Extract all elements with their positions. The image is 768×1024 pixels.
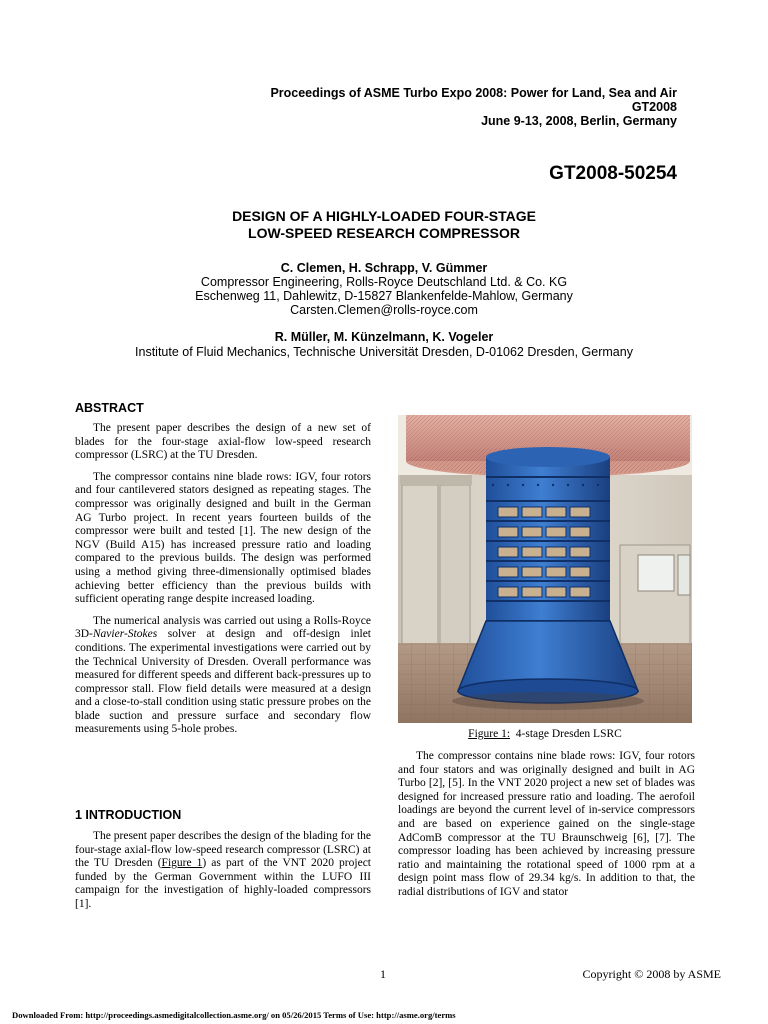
author-group-2-names: R. Müller, M. Künzelmann, K. Vogeler <box>274 330 494 344</box>
author-group-1-names: C. Clemen, H. Schrapp, V. Gümmer <box>280 261 488 275</box>
author-email: Carsten.Clemen@rolls-royce.com <box>290 303 478 317</box>
proceedings-title: Proceedings of ASME Turbo Expo 2008: Power for Land, Sea and Air <box>270 86 677 100</box>
intro-text: The present paper describes the design of the blading for the four-stage axial-flow low-speed research compressor (LSRC) at the TU Dresden ( <box>75 830 371 870</box>
right-column-paragraph: The compressor contains nine blade rows: IGV, four rotors and four stators and was originally designed and built in AG Turbo [2], [5]. In the VNT 2020 project a new set of blades was designed for increased pressure ratio and loading. The aerofoil loadings are beyond the current level of in-service compressors and are based on experience gained on the single-stage AdComB compressor at the TU Braunschweig [6], [7]. The compressor loading has been achieved by increasing pressure ratio and maintaining the rotational speed of 1000 rpm at a design point mass flow of 29.34 kg/s. In addition to that, the radial distributions of IGV and stator <box>398 750 695 898</box>
introduction-heading: 1 INTRODUCTION <box>75 808 182 822</box>
intro-text: ) as part of the VNT 2020 project funded by the German Government within the LUFO III campaign for the investigation of highly-loaded compressors [1]. <box>75 857 371 910</box>
figure-1-label: Figure 1: <box>468 728 511 740</box>
paper-title-line-2: LOW-SPEED RESEARCH COMPRESSOR <box>248 225 520 241</box>
abstract-body <box>75 422 371 745</box>
right-column-body <box>398 750 695 908</box>
introduction-paragraph <box>75 830 371 912</box>
abstract-paragraph: The compressor contains nine blade rows: IGV, four rotors and four cantilevered stators designed as repeating stages. The compressor was originally designed and built in the German AG Turbo project. In recent years fourteen builds of the compressor were built and tested [1]. The new design of the NGV (Build A15) has increased pressure ratio and loading compared to the previous builds. The design was performed using a method giving three-dimensionally optimised blades achieving better efficiency than the previous builds with sufficient operating range despite increased loading. <box>75 470 371 606</box>
page-number: 1 <box>380 967 386 981</box>
paper-title-line-1: DESIGN OF A HIGHLY-LOADED FOUR-STAGE <box>232 208 536 224</box>
conference-code: GT2008 <box>631 100 677 114</box>
abstract-italic-term: Navier-Stokes <box>92 628 158 641</box>
abstract-paragraph: The present paper describes the design of a new set of blades for the four-stage axial-flow low-speed research compressor (LSRC) at the TU Dresden. <box>75 422 371 462</box>
download-notice: Downloaded From: http://proceedings.asmedigitalcollection.asme.org/ on 05/26/2015 Terms of Use: http://asme.org/terms <box>12 1010 456 1020</box>
figure-1-caption-text: 4-stage Dresden LSRC <box>515 728 622 740</box>
introduction-body <box>75 830 371 920</box>
copyright-notice: Copyright © 2008 by ASME <box>582 967 721 981</box>
abstract-heading: ABSTRACT <box>75 401 144 415</box>
abstract-text: solver at design and off-design inlet conditions. The experimental investigations were carried out by the Technical University of Dresden. Overall performance was measured for different speeds and different back-pressures up to compressor stall. Flow field details were measured at a design and a close-to-stall condition using static pressure probes on the blade suction and pressure surface and secondary flow measurements using 5-hole probes. <box>75 628 371 736</box>
author-group-2-affiliation: Institute of Fluid Mechanics, Technische Universität Dresden, D-01062 Dresden, Germany <box>135 345 633 359</box>
paper-id: GT2008-50254 <box>549 163 677 184</box>
figure-1-photo <box>398 415 692 723</box>
author-group-1-affiliation: Compressor Engineering, Rolls-Royce Deutschland Ltd. & Co. KG <box>200 275 568 289</box>
abstract-paragraph <box>75 615 371 737</box>
author-group-1-address: Eschenweg 11, Dahlewitz, D-15827 Blankenfelde-Mahlow, Germany <box>195 289 573 303</box>
abstract-text: The numerical analysis was carried out using a Rolls-Royce 3D- <box>75 614 371 641</box>
conference-date-place: June 9-13, 2008, Berlin, Germany <box>481 114 677 128</box>
figure-1-caption <box>398 728 692 740</box>
figure-1-link[interactable]: Figure 1 <box>161 857 203 870</box>
